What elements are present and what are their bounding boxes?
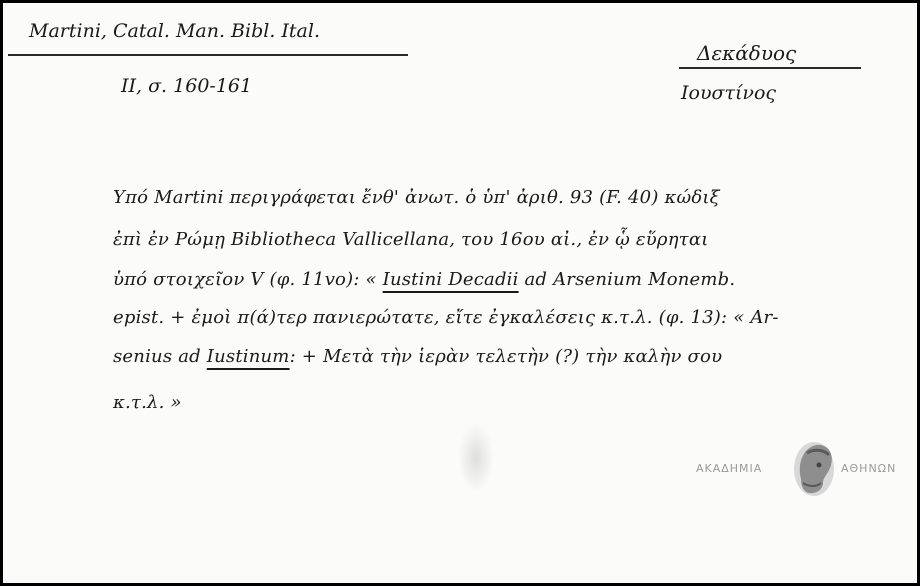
body-line-text: ὑπό στοιχεῖον V (φ. 11vo): «	[113, 269, 383, 290]
surname: Δεκάδυος	[697, 41, 797, 65]
body-line-6	[113, 392, 182, 413]
firstname: Ιουστίνος	[681, 82, 777, 104]
underlined-name-iustini-decadii: Iustini Decadii	[382, 269, 519, 290]
catalog-reference: Martini, Catal. Man. Bibl. Ital.	[29, 20, 320, 42]
body-line-text: ad Arsenium Monemb.	[518, 269, 736, 290]
body-line-text: κ.τ.λ. »	[113, 392, 182, 413]
underlined-name-iustinum: Iustinum	[206, 346, 290, 367]
body-line-text: epist. + ἐμοὶ π(ά)τερ πανιερώτατε, εἴτε ἐγκαλέσεις κ.τ.λ. (φ. 13): « Ar-	[113, 307, 779, 328]
body-line-text: ἐπὶ ἐν Ρώμῃ Bibliotheca Vallicellana, του 16ου αἰ., ἐν ᾧ εὕρηται	[113, 229, 709, 250]
volume-pages: II, σ. 160-161	[121, 75, 253, 97]
academy-stamp	[693, 439, 918, 499]
athena-head-emblem-icon	[789, 439, 839, 503]
index-card	[3, 3, 917, 583]
paper-smudge	[458, 423, 494, 493]
stamp-right-text: ΑΘΗΝΩΝ	[841, 462, 897, 475]
body-line-4	[113, 307, 779, 328]
body-line-text: Υπό Martini περιγράφεται ἔνθ' ἀνωτ. ὁ ὑπ' ἀριθ. 93 (F. 40) κώδιξ	[113, 187, 720, 208]
stamp-left-text: ΑΚΑΔΗΜΙΑ	[696, 462, 763, 475]
reference-rule	[8, 54, 408, 56]
body-line-text: senius ad	[113, 346, 207, 367]
body-line-2	[113, 229, 708, 250]
body-line-text: : + Μετὰ τὴν ἱερὰν τελετὴν (?) τὴν καλὴν σου	[289, 346, 723, 367]
name-rule	[679, 67, 861, 69]
body-line-3	[113, 269, 735, 290]
body-line-5	[113, 346, 722, 367]
body-line-1	[113, 187, 720, 208]
